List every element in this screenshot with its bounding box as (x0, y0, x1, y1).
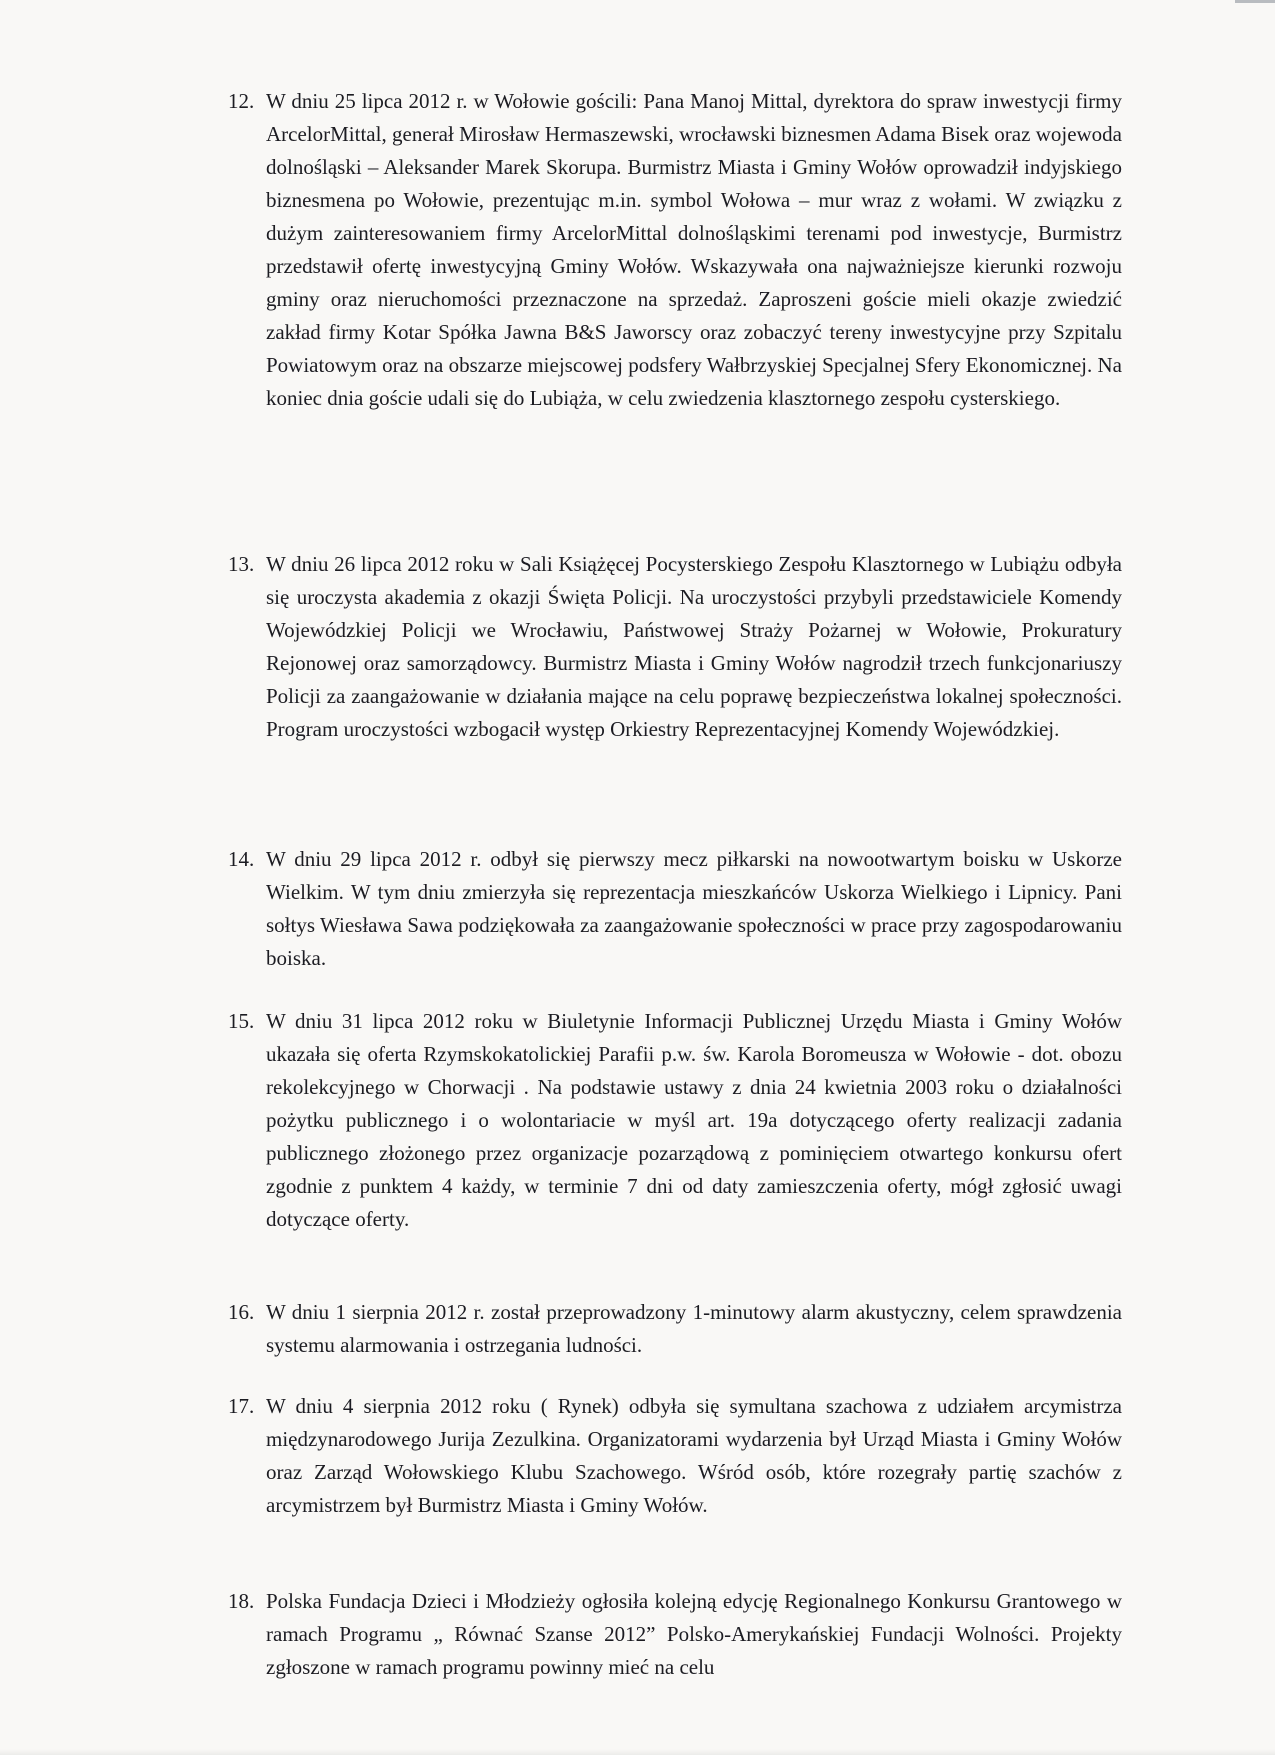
item-text: W dniu 1 sierpnia 2012 r. został przeprowadzony 1-minutowy alarm akustyczny, celem sprawdzenia systemu alarmowania i ostrzegania ludności. (266, 1300, 1122, 1357)
list-item-13 (228, 548, 1122, 746)
list-item-17 (228, 1390, 1122, 1522)
item-text: W dniu 4 sierpnia 2012 roku ( Rynek) odbyła się symultana szachowa z udziałem arcymistrza międzynarodowego Jurija Zezulkina. Organizatorami wydarzenia był Urząd Miasta i Gminy Wołów oraz Zarząd Wołowskiego Klubu Szachowego. Wśród osób, które rozegrały partię szachów z arcymistrzem był Burmistrz Miasta i Gminy Wołów. (266, 1394, 1122, 1517)
item-number: 17. (228, 1394, 255, 1418)
item-text: W dniu 29 lipca 2012 r. odbył się pierwszy mecz piłkarski na nowootwartym boisku w Uskorze Wielkim. W tym dniu zmierzyła się reprezentacja mieszkańców Uskorza Wielkiego i Lipnicy. Pani sołtys Wiesława Sawa podziękowała za zaangażowanie społeczności w prace przy zagospodarowaniu boiska. (266, 847, 1122, 970)
list-item-15 (228, 1005, 1122, 1236)
list-item-14 (228, 843, 1122, 975)
item-number: 12. (228, 89, 255, 113)
item-number: 18. (228, 1589, 255, 1613)
item-number: 16. (228, 1300, 255, 1324)
item-text: W dniu 25 lipca 2012 r. w Wołowie gościli: Pana Manoj Mittal, dyrektora do spraw inwestycji firmy ArcelorMittal, generał Mirosław Hermaszewski, wrocławski biznesmen Adama Bisek oraz wojewoda dolnośląski – Aleksander Marek Skorupa. Burmistrz Miasta i Gminy Wołów oprowadził indyjskiego biznesmena po Wołowie, prezentując m.in. symbol Wołowa – mur wraz z wołami. W związku z dużym zainteresowaniem firmy ArcelorMittal dolnośląskimi terenami pod inwestycje, Burmistrz przedstawił ofertę inwestycyjną Gminy Wołów. Wskazywała ona najważniejsze kierunki rozwoju gminy oraz nieruchomości przeznaczone na sprzedaż. Zaproszeni goście mieli okazje zwiedzić zakład firmy Kotar Spółka Jawna B&S Jaworscy oraz zobaczyć tereny inwestycyjne przy Szpitalu Powiatowym oraz na obszarze miejscowej podsfery Wałbrzyskiej Specjalnej Sfery Ekonomicznej. Na koniec dnia goście udali się do Lubiąża, w celu zwiedzenia klasztornego zespołu cysterskiego. (266, 89, 1122, 410)
list-item-12 (228, 85, 1122, 415)
item-number: 13. (228, 552, 255, 576)
item-text: W dniu 31 lipca 2012 roku w Biuletynie Informacji Publicznej Urzędu Miasta i Gminy Wołów ukazała się oferta Rzymskokatolickiej Parafii p.w. św. Karola Boromeusza w Wołowie - dot. obozu rekolekcyjnego w Chorwacji . Na podstawie ustawy z dnia 24 kwietnia 2003 roku o działalności pożytku publicznego i o wolontariacie w myśl art. 19a dotyczącego oferty realizacji zadania publicznego złożonego przez organizacje pozarządową z pominięciem otwartego konkursu ofert zgodnie z punktem 4 każdy, w terminie 7 dni od daty zamieszczenia oferty, mógł zgłosić uwagi dotyczące oferty. (266, 1009, 1122, 1231)
item-number: 14. (228, 847, 255, 871)
item-text: W dniu 26 lipca 2012 roku w Sali Książęcej Pocysterskiego Zespołu Klasztornego w Lubiążu odbyła się uroczysta akademia z okazji Święta Policji. Na uroczystości przybyli przedstawiciele Komendy Wojewódzkiej Policji we Wrocławiu, Państwowej Straży Pożarnej w Wołowie, Prokuratury Rejonowej oraz samorządowcy. Burmistrz Miasta i Gminy Wołów nagrodził trzech funkcjonariuszy Policji za zaangażowanie w działania mające na celu poprawę bezpieczeństwa lokalnej społeczności. Program uroczystości wzbogacił występ Orkiestry Reprezentacyjnej Komendy Wojewódzkiej. (266, 552, 1122, 741)
item-text: Polska Fundacja Dzieci i Młodzieży ogłosiła kolejną edycję Regionalnego Konkursu Grantowego w ramach Programu „ Równać Szanse 2012” Polsko-Amerykańskiej Fundacji Wolności. Projekty zgłoszone w ramach programu powinny mieć na celu (266, 1589, 1122, 1679)
list-item-18 (228, 1585, 1122, 1684)
scan-edge-mark (1235, 0, 1275, 3)
scan-bottom-shadow (0, 1749, 1275, 1755)
item-number: 15. (228, 1009, 255, 1033)
list-item-16 (228, 1296, 1122, 1362)
